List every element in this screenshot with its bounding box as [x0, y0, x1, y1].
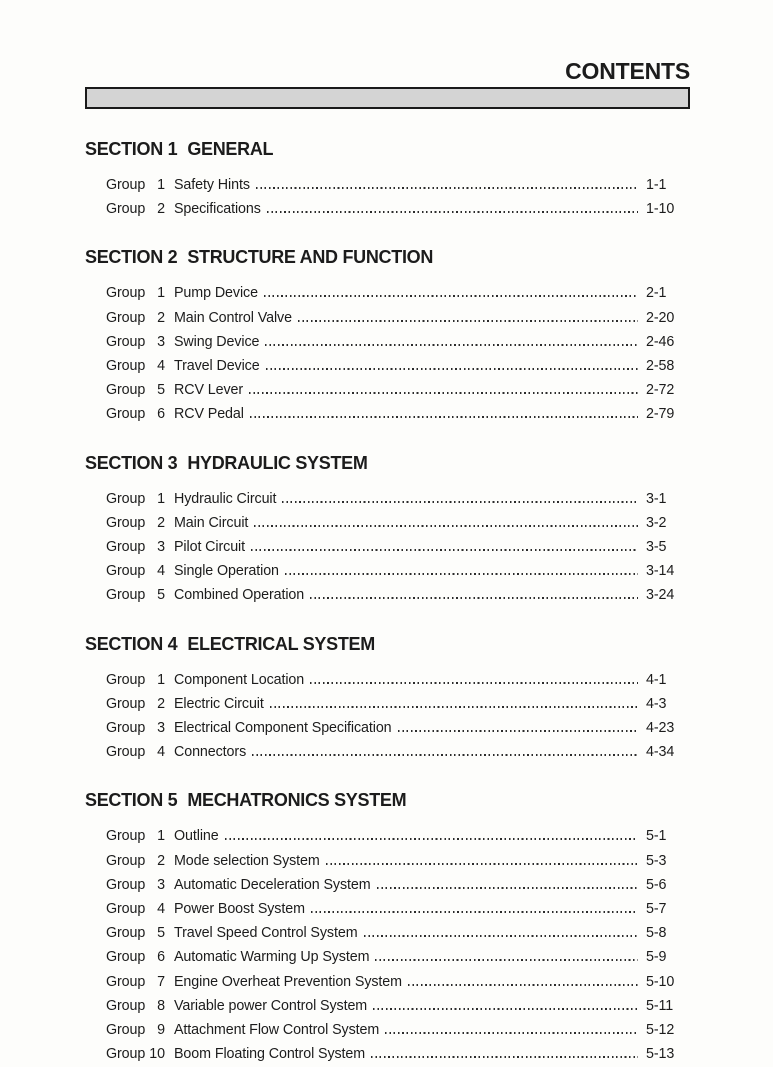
- entry-page-number: 5-9: [646, 949, 667, 966]
- entry-group-number: 4: [157, 563, 165, 580]
- entry-title: Main Control Valve: [174, 309, 292, 326]
- dot-leader: [254, 525, 638, 527]
- entry-group-word: Group: [106, 309, 146, 326]
- entry-group-word: Group: [106, 514, 146, 531]
- entry-group-word: Group: [106, 539, 146, 556]
- section-entries: [85, 824, 690, 1066]
- entry-group-word: Group: [106, 358, 146, 375]
- toc-section: [85, 453, 690, 608]
- entry-group-word: Group: [106, 828, 146, 845]
- toc-entry: [85, 487, 690, 511]
- dot-leader: [282, 501, 638, 503]
- entry-group-word: Group: [106, 563, 146, 580]
- entry-page-number: 5-13: [646, 1046, 675, 1063]
- entry-group-word: Group: [106, 973, 146, 990]
- dot-leader: [267, 211, 638, 213]
- entry-page-number: 3-5: [646, 539, 667, 556]
- entry-page-number: 3-24: [646, 587, 675, 604]
- entry-title: Attachment Flow Control System: [174, 1022, 380, 1039]
- entry-page-number: 5-10: [646, 973, 675, 990]
- dot-leader: [326, 863, 638, 865]
- entry-title: Connectors: [174, 744, 247, 761]
- entry-page-number: 5-6: [646, 876, 667, 893]
- entry-group-word: Group: [106, 997, 146, 1014]
- entry-group-word: Group: [106, 285, 146, 302]
- toc-entry: [85, 668, 690, 692]
- entry-group-number: 1: [157, 177, 165, 193]
- toc-section: [85, 634, 690, 765]
- entry-group-number: 6: [157, 406, 165, 423]
- entry-group-number: 2: [157, 309, 165, 326]
- entry-title: Electric Circuit: [174, 695, 264, 712]
- entry-page-number: 5-7: [646, 901, 667, 918]
- dot-leader: [398, 730, 638, 732]
- dot-leader: [373, 1008, 638, 1010]
- toc-entry: [85, 692, 690, 716]
- entry-group-number: 3: [157, 333, 165, 350]
- section-title: HYDRAULIC SYSTEM: [187, 452, 368, 473]
- section-heading: [85, 790, 690, 810]
- entry-page-number: 1-10: [646, 201, 675, 218]
- dot-leader: [364, 935, 638, 937]
- toc-section: [85, 247, 690, 426]
- entry-group-number: 8: [157, 997, 165, 1014]
- dot-leader: [375, 959, 638, 961]
- entry-group-word: Group: [106, 382, 146, 399]
- entry-group-number: 4: [157, 358, 165, 375]
- entry-group-number: 2: [157, 201, 165, 218]
- toc-entry: [85, 197, 690, 221]
- dot-leader: [251, 549, 638, 551]
- entry-title: Swing Device: [174, 333, 260, 350]
- entry-group-word: Group: [106, 876, 146, 893]
- entry-group-word: Group: [106, 949, 146, 966]
- section-heading: [85, 247, 690, 267]
- entry-title: Mode selection System: [174, 852, 320, 869]
- entry-group-word: Group: [106, 1046, 146, 1063]
- entry-page-number: 2-46: [646, 333, 675, 350]
- entry-page-number: 4-1: [646, 671, 667, 688]
- entry-group-number: 5: [157, 587, 165, 604]
- entry-group-word: Group: [106, 587, 146, 604]
- toc-section: [85, 139, 690, 221]
- dot-leader: [298, 320, 638, 322]
- dot-leader: [311, 911, 638, 913]
- entry-group-number: 3: [157, 720, 165, 737]
- toc: [85, 139, 690, 1066]
- section-heading: [85, 634, 690, 654]
- entry-title: Safety Hints: [174, 177, 250, 193]
- dot-leader: [265, 344, 638, 346]
- title-divider-bar: [85, 87, 690, 109]
- entry-title: RCV Pedal: [174, 406, 244, 423]
- toc-entry: [85, 583, 690, 607]
- entry-title: Outline: [174, 828, 219, 845]
- toc-entry: [85, 849, 690, 873]
- toc-entry: [85, 716, 690, 740]
- entry-group-word: Group: [106, 490, 146, 507]
- entry-page-number: 5-3: [646, 852, 667, 869]
- toc-entry: [85, 1018, 690, 1042]
- entry-title: Travel Device: [174, 358, 260, 375]
- entry-title: Specifications: [174, 201, 261, 218]
- section-title: ELECTRICAL SYSTEM: [187, 633, 375, 654]
- entry-title: Automatic Deceleration System: [174, 876, 371, 893]
- entry-title: Automatic Warming Up System: [174, 949, 370, 966]
- entry-group-word: Group: [106, 695, 146, 712]
- section-label: SECTION 5: [85, 790, 178, 811]
- entry-group-word: Group: [106, 201, 146, 218]
- entry-group-number: 1: [157, 828, 165, 845]
- entry-page-number: 5-12: [646, 1022, 675, 1039]
- entry-group-number: 5: [157, 382, 165, 399]
- entry-group-word: Group: [106, 1022, 146, 1039]
- toc-entry: [85, 921, 690, 945]
- entry-group-number: 7: [157, 973, 165, 990]
- dot-leader: [310, 597, 638, 599]
- toc-entry: [85, 511, 690, 535]
- entry-title: Combined Operation: [174, 587, 305, 604]
- dot-leader: [266, 368, 638, 370]
- entry-group-number: 10: [149, 1046, 165, 1063]
- entry-page-number: 2-58: [646, 358, 675, 375]
- toc-entry: [85, 897, 690, 921]
- toc-entry: [85, 994, 690, 1018]
- entry-group-word: Group: [106, 177, 146, 193]
- entry-page-number: 4-34: [646, 744, 675, 761]
- toc-entry: [85, 306, 690, 330]
- section-entries: [85, 173, 690, 221]
- entry-group-number: 6: [157, 949, 165, 966]
- entry-page-number: 4-3: [646, 695, 667, 712]
- entry-page-number: 2-72: [646, 382, 675, 399]
- entry-group-number: 9: [157, 1022, 165, 1039]
- section-title: STRUCTURE AND FUNCTION: [187, 247, 434, 268]
- entry-page-number: 2-1: [646, 285, 667, 302]
- entry-group-word: Group: [106, 671, 146, 688]
- dot-leader: [408, 984, 638, 986]
- page-title: CONTENTS: [565, 58, 690, 84]
- toc-entry: [85, 535, 690, 559]
- entry-page-number: 1-1: [646, 177, 667, 193]
- section-entries: [85, 668, 690, 765]
- entry-page-number: 3-2: [646, 514, 667, 531]
- entry-page-number: 5-11: [646, 997, 674, 1014]
- toc-entry: [85, 173, 690, 197]
- toc-entry: [85, 945, 690, 969]
- toc-entry: [85, 354, 690, 378]
- toc-entry: [85, 281, 690, 305]
- section-label: SECTION 2: [85, 247, 178, 268]
- entry-title: Boom Floating Control System: [174, 1046, 366, 1063]
- entry-title: Component Location: [174, 671, 305, 688]
- entry-page-number: 2-79: [646, 406, 675, 423]
- entry-group-number: 1: [157, 490, 165, 507]
- toc-entry: [85, 330, 690, 354]
- section-entries: [85, 487, 690, 608]
- entry-title: Main Circuit: [174, 514, 249, 531]
- entry-title: Engine Overheat Prevention System: [174, 973, 402, 990]
- dot-leader: [385, 1032, 638, 1034]
- entry-title: Travel Speed Control System: [174, 925, 358, 942]
- entry-group-number: 1: [157, 285, 165, 302]
- entry-group-number: 2: [157, 695, 165, 712]
- entry-group-word: Group: [106, 720, 146, 737]
- entry-title: RCV Lever: [174, 382, 244, 399]
- entry-group-number: 4: [157, 901, 165, 918]
- section-heading: [85, 139, 690, 159]
- toc-entry: [85, 970, 690, 994]
- section-label: SECTION 4: [85, 633, 178, 654]
- entry-page-number: 5-8: [646, 925, 667, 942]
- dot-leader: [249, 392, 638, 394]
- entry-page-number: 3-14: [646, 563, 675, 580]
- entry-title: Variable power Control System: [174, 997, 368, 1014]
- entry-title: Power Boost System: [174, 901, 305, 918]
- toc-entry: [85, 402, 690, 426]
- entry-group-number: 5: [157, 925, 165, 942]
- toc-entry: [85, 873, 690, 897]
- entry-group-word: Group: [106, 744, 146, 761]
- dot-leader: [371, 1056, 638, 1058]
- toc-entry: [85, 824, 690, 848]
- section-label: SECTION 3: [85, 452, 178, 473]
- section-label: SECTION 1: [85, 139, 178, 159]
- entry-group-word: Group: [106, 333, 146, 350]
- entry-group-number: 2: [157, 852, 165, 869]
- dot-leader: [285, 573, 638, 575]
- dot-leader: [270, 706, 638, 708]
- section-entries: [85, 281, 690, 426]
- page-header: [85, 58, 690, 109]
- entry-group-number: 4: [157, 744, 165, 761]
- dot-leader: [310, 682, 638, 684]
- toc-section: [85, 790, 690, 1066]
- entry-page-number: 3-1: [646, 490, 667, 507]
- toc-entry: [85, 378, 690, 402]
- entry-group-word: Group: [106, 852, 146, 869]
- toc-entry: [85, 1042, 690, 1066]
- entry-page-number: 2-20: [646, 309, 675, 326]
- dot-leader: [225, 838, 638, 840]
- entry-group-word: Group: [106, 901, 146, 918]
- entry-title: Electrical Component Specification: [174, 720, 392, 737]
- entry-title: Single Operation: [174, 563, 279, 580]
- dot-leader: [256, 187, 638, 189]
- toc-entry: [85, 740, 690, 764]
- entry-group-number: 1: [157, 671, 165, 688]
- section-heading: [85, 453, 690, 473]
- entry-group-number: 2: [157, 514, 165, 531]
- entry-group-word: Group: [106, 925, 146, 942]
- section-title: GENERAL: [187, 139, 274, 159]
- dot-leader: [250, 416, 638, 418]
- entry-title: Pilot Circuit: [174, 539, 245, 556]
- dot-leader: [377, 887, 638, 889]
- entry-group-number: 3: [157, 539, 165, 556]
- entry-title: Hydraulic Circuit: [174, 490, 277, 507]
- dot-leader: [264, 295, 638, 297]
- section-title: MECHATRONICS SYSTEM: [187, 790, 407, 811]
- entry-group-number: 3: [157, 876, 165, 893]
- entry-page-number: 5-1: [646, 828, 667, 845]
- toc-entry: [85, 559, 690, 583]
- entry-page-number: 4-23: [646, 720, 675, 737]
- dot-leader: [252, 754, 638, 756]
- entry-title: Pump Device: [174, 285, 258, 302]
- entry-group-word: Group: [106, 406, 146, 423]
